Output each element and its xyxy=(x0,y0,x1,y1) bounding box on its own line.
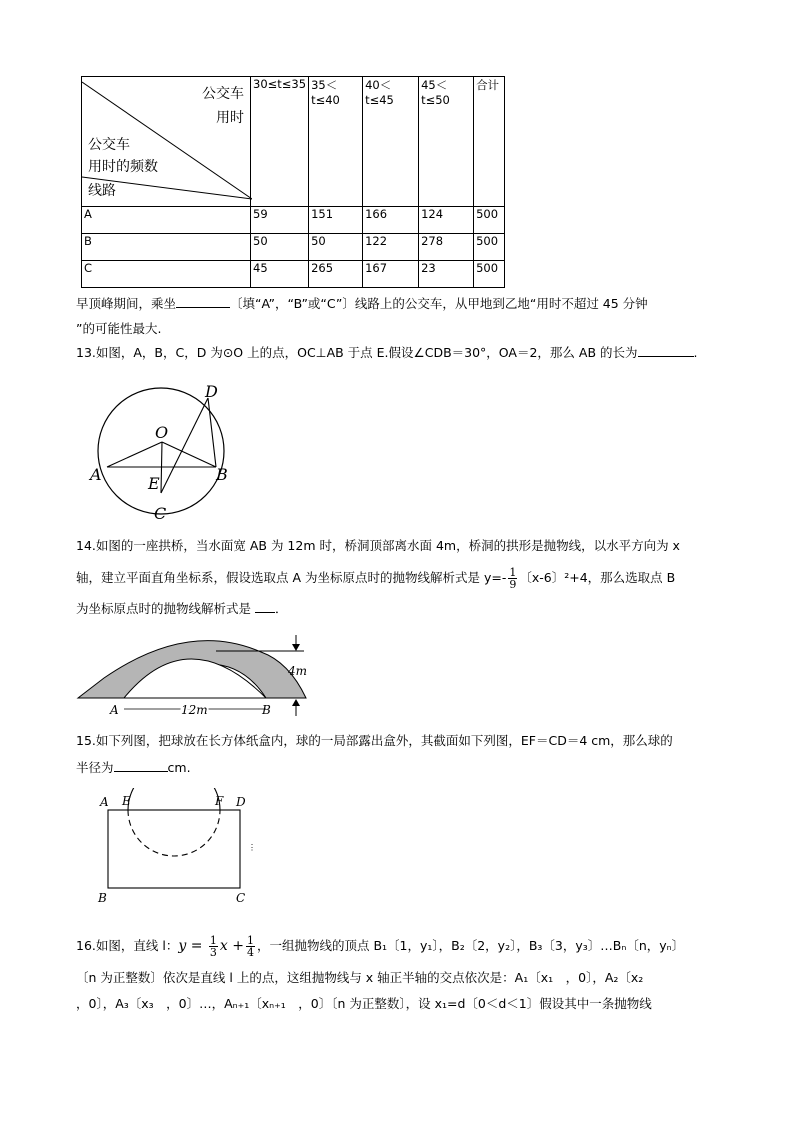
q13-circle-figure xyxy=(80,378,250,523)
header-bottom3: 线路 xyxy=(88,183,116,199)
label-B: B xyxy=(98,891,107,905)
table-row xyxy=(82,261,505,288)
cell: 50 xyxy=(251,234,309,261)
q12-text-b: 〔填“A”，“B”或“C”〕线路上的公交车，从甲地到乙地“用时不超过 45 分钟 xyxy=(230,296,648,311)
frequency-table xyxy=(81,76,505,288)
q14-text-b: ． xyxy=(275,601,288,616)
eq-x: x + xyxy=(219,938,244,954)
q15-text-b: cm. xyxy=(167,760,191,775)
cell: 166 xyxy=(363,207,419,234)
label-E: E xyxy=(122,794,131,808)
label-F: F xyxy=(215,794,224,808)
q12-line2: ”的可能性最大. xyxy=(76,321,162,336)
label-A: A xyxy=(90,465,102,484)
label-D: D xyxy=(236,795,246,809)
q13-text-a: 13.如图，A，B，C，D 为⊙O 上的点，OC⊥AB 于点 E.假设∠CDB＝30°，OA＝2，那么 AB 的长为 xyxy=(76,345,638,360)
q13-text-b: . xyxy=(693,345,698,360)
eq-equals: = xyxy=(186,938,207,954)
label-B: B xyxy=(262,703,271,717)
label-D: D xyxy=(205,382,218,401)
col-header: 35＜t≤40 xyxy=(309,77,363,207)
q16-line2: 〔n 为正整数〕依次是直线 l 上的点，这组抛物线与 x 轴正半轴的交点依次是：A₁〔x₁ ，0〕，A₂〔x₂ xyxy=(76,970,644,985)
label-width: 12m xyxy=(181,703,208,717)
label-A: A xyxy=(100,795,109,809)
cell: 500 xyxy=(474,234,505,261)
q16-text-a: 16.如图，直线 l： xyxy=(76,938,179,953)
cell: 151 xyxy=(309,207,363,234)
cell: 500 xyxy=(474,207,505,234)
q14-text-b: 〔x-6〕²+4，那么选取点 B xyxy=(519,570,676,585)
table-row xyxy=(82,207,505,234)
cell: 50 xyxy=(309,234,363,261)
label-C: C xyxy=(154,504,167,523)
row-label: A xyxy=(82,207,251,234)
q14-line1: 14.如图的一座拱桥，当水面宽 AB 为 12m 时，桥洞顶部离水面 4m，桥洞的拱形是抛物线，以水平方向为 x xyxy=(76,538,680,553)
label-B: B xyxy=(216,465,228,484)
col-header: 30≤t≤35 xyxy=(251,77,309,207)
q14-text-a: 轴，建立平面直角坐标系，假设选取点 A 为坐标原点时的抛物线解析式是 y=- xyxy=(76,570,507,585)
header-top2: 用时 xyxy=(216,110,244,126)
cell: 265 xyxy=(309,261,363,288)
fraction-1-4: $\frac{1}{4}$ xyxy=(246,934,254,959)
cell: 45 xyxy=(251,261,309,288)
answer-blank xyxy=(114,771,168,772)
cell: 59 xyxy=(251,207,309,234)
q15-line2 xyxy=(76,759,191,777)
row-label: C xyxy=(82,261,251,288)
answer-blank xyxy=(255,612,275,613)
col-header: 45＜t≤50 xyxy=(419,77,474,207)
header-top: 公交车 xyxy=(202,86,244,102)
header-bottom2: 用时的频数 xyxy=(88,159,158,175)
dots-mark: ⋮ xyxy=(248,843,256,852)
circle-shape xyxy=(98,388,224,514)
cell: 122 xyxy=(363,234,419,261)
fraction-1-3: $\frac{1}{3}$ xyxy=(209,934,217,959)
label-O: O xyxy=(155,423,169,442)
q14-line3 xyxy=(76,600,288,618)
answer-blank xyxy=(638,356,694,357)
eq-y: y xyxy=(178,938,187,954)
fraction-1-9: $\frac{1}{9}$ xyxy=(509,566,517,591)
label-A: A xyxy=(110,703,119,717)
col-header: 40＜t≤45 xyxy=(363,77,419,207)
q16-text-b: ，一组抛物线的顶点 B₁〔1，y₁〕，B₂〔2，y₂〕，B₃〔3，y₃〕…Bₙ〔n，yₙ〕 xyxy=(256,938,685,953)
cell: 167 xyxy=(363,261,419,288)
label-height: 4m xyxy=(288,664,308,678)
label-C: C xyxy=(236,891,246,905)
col-header: 合计 xyxy=(474,77,505,207)
header-bottom1: 公交车 xyxy=(88,137,130,153)
q12-text-a: 早顶峰期间，乘坐 xyxy=(76,296,177,311)
q15-text-a: 半径为 xyxy=(76,760,114,775)
q16-line1 xyxy=(76,934,684,958)
cell: 124 xyxy=(419,207,474,234)
cell: 23 xyxy=(419,261,474,288)
cell: 500 xyxy=(474,261,505,288)
q14-text-a: 为坐标原点时的抛物线解析式是 xyxy=(76,601,252,616)
table-diagonal-header xyxy=(82,77,251,207)
q12-line1 xyxy=(76,295,648,313)
answer-blank xyxy=(176,307,230,308)
q14-line2 xyxy=(76,567,675,590)
q16-line3: ，0〕，A₃〔x₃ ，0〕…，Aₙ₊₁〔xₙ₊₁ ，0〕〔n 为正整数〕，设 x₁=d〔0＜d＜1〕假设其中一条抛物线 xyxy=(76,996,652,1011)
row-label: B xyxy=(82,234,251,261)
q13-text xyxy=(76,344,698,362)
q15-line1: 15.如下列图，把球放在长方体纸盒内，球的一局部露出盒外，其截面如下列图，EF＝CD＝4 cm，那么球的 xyxy=(76,733,673,748)
cell: 278 xyxy=(419,234,474,261)
label-E: E xyxy=(148,474,160,493)
table-row xyxy=(82,234,505,261)
q15-box-figure xyxy=(96,788,261,908)
q14-bridge-figure xyxy=(76,632,311,722)
